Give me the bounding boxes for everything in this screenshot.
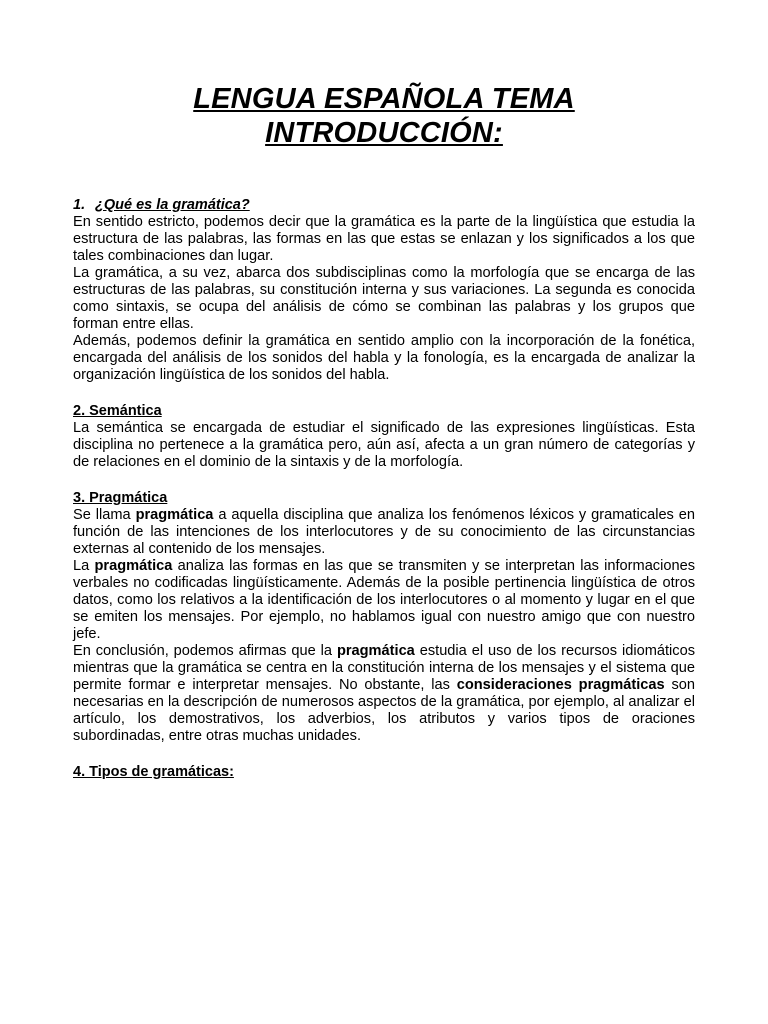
section-4-heading: 4. Tipos de gramáticas: (73, 764, 234, 780)
section-3-p1-bold-term: pragmática (135, 507, 214, 523)
title-line-1: LENGUA ESPAÑOLA TEMA (193, 83, 575, 115)
section-1-paragraph-1: En sentido estricto, podemos decir que la gramática es la parte de la lingüística que estudia la estructura de las palabras, las formas en las que estas se enlazan y los significados a los que tales combinaciones dan lugar. (73, 214, 695, 264)
section-3-p1-text-c: a aquella disciplina que analiza los fenómenos léxicos y gramaticales en función de las intenciones de los interlocutores y de su conocimiento de las circunstancias externas al contenido de los mensajes. (73, 507, 696, 557)
section-3-p3-bold-term-2: consideraciones pragmáticas (456, 677, 665, 693)
section-3-paragraph-3 (73, 643, 695, 745)
section-1-paragraph-3: Además, podemos definir la gramática en sentido amplio con la incorporación de la fonética, encargada del análisis de los sonidos del habla y la fonología, es la encargada de analizar la organización lingüística de los sonidos del habla. (73, 333, 695, 383)
document-title (73, 0, 695, 150)
section-2-paragraph-1: La semántica se encargada de estudiar el significado de las expresiones lingüísticas. Esta disciplina no pertenece a la gramática pero, aún así, afecta a un gran número de categorías y de relaciones en el dominio de la sintaxis y de la morfología. (73, 420, 695, 470)
section-3-paragraph-1 (73, 507, 695, 558)
section-1-title: ¿Qué es la gramática? (95, 197, 250, 213)
section-1-paragraph-2: La gramática, a su vez, abarca dos subdisciplinas como la morfología que se encarga de las estructuras de las palabras, su constitución interna y sus variaciones. La segunda es conocida como sintaxis, se ocupa del análisis de cómo se combinan las palabras y los grupos que forman entre ellas. (73, 265, 695, 332)
section-3-p2-text-c: analiza las formas en las que se transmiten y se interpretan las informaciones verbales no codificadas lingüísticamente. Además de la posible pertinencia lingüística de otros datos, como los relativos a la identificación de los interlocutores o al momento y lugar en el que se emiten los mensajes. Por ejemplo, no hablamos igual con nuestro amigo que con nuestro jefe. (73, 558, 695, 642)
section-3-p2-bold-term: pragmática (94, 558, 173, 574)
section-3-p3-text-a: En conclusión, podemos afirmas que la (73, 643, 337, 659)
section-3-p3-text-e: son necesarias en la descripción de numerosos aspectos de la gramática, por ejemplo, al analizar el artículo, los demostrativos, los adverbios, los atributos y varios tipos de oraciones subordinadas, entre otras muchas unidades. (73, 677, 695, 744)
section-3-p1-text-a: Se llama (73, 507, 136, 523)
title-line-2: INTRODUCCIÓN: (265, 117, 503, 149)
section-3-p3-text-c: estudia el uso de los recursos idiomáticos mientras que la gramática se centra en la constitución interna de los mensajes y el sistema que permite formar e interpretar mensajes. No obstante, las (73, 643, 695, 693)
section-3-heading: 3. Pragmática (73, 490, 168, 506)
section-2-heading: 2. Semántica (73, 403, 162, 419)
section-3-p2-text-a: La (73, 558, 95, 574)
section-3-paragraph-2 (73, 558, 695, 643)
section-1-number: 1. (73, 197, 86, 213)
section-1-heading (73, 197, 695, 214)
section-3-p3-bold-term: pragmática (336, 643, 415, 659)
